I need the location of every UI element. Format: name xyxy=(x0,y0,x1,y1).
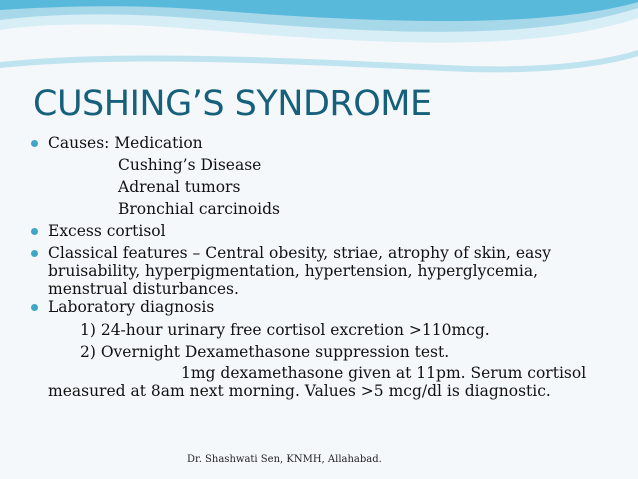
bullet-icon xyxy=(31,304,38,311)
slide-title: CUSHING’S SYNDROME xyxy=(33,84,432,124)
numbered-item: 1) 24-hour urinary free cortisol excretion >110mcg. xyxy=(80,321,490,339)
bullet-icon xyxy=(31,250,38,257)
test-detail-line: 1mg dexamethasone given at 11pm. Serum cortisol xyxy=(181,364,587,382)
bullet-icon xyxy=(31,140,38,147)
bullet-lab-diagnosis: Laboratory diagnosis xyxy=(48,298,215,316)
footer-credit: Dr. Shashwati Sen, KNMH, Allahabad. xyxy=(187,454,382,465)
classical-features-line: Classical features – Central obesity, striae, atrophy of skin, easy xyxy=(48,244,552,262)
header-wave-decoration xyxy=(0,0,638,80)
cause-item: Adrenal tumors xyxy=(118,178,241,196)
bullet-causes: Causes: Medication xyxy=(48,134,203,152)
bullet-excess-cortisol: Excess cortisol xyxy=(48,222,166,240)
classical-features-line: bruisability, hyperpigmentation, hypertension, hyperglycemia, xyxy=(48,262,539,280)
cause-item: Cushing’s Disease xyxy=(118,156,262,174)
classical-features-line: menstrual disturbances. xyxy=(48,280,239,298)
numbered-item: 2) Overnight Dexamethasone suppression test. xyxy=(80,343,450,361)
test-detail-line: measured at 8am next morning. Values >5 mcg/dl is diagnostic. xyxy=(48,382,551,400)
cause-item: Bronchial carcinoids xyxy=(118,200,280,218)
bullet-icon xyxy=(31,228,38,235)
